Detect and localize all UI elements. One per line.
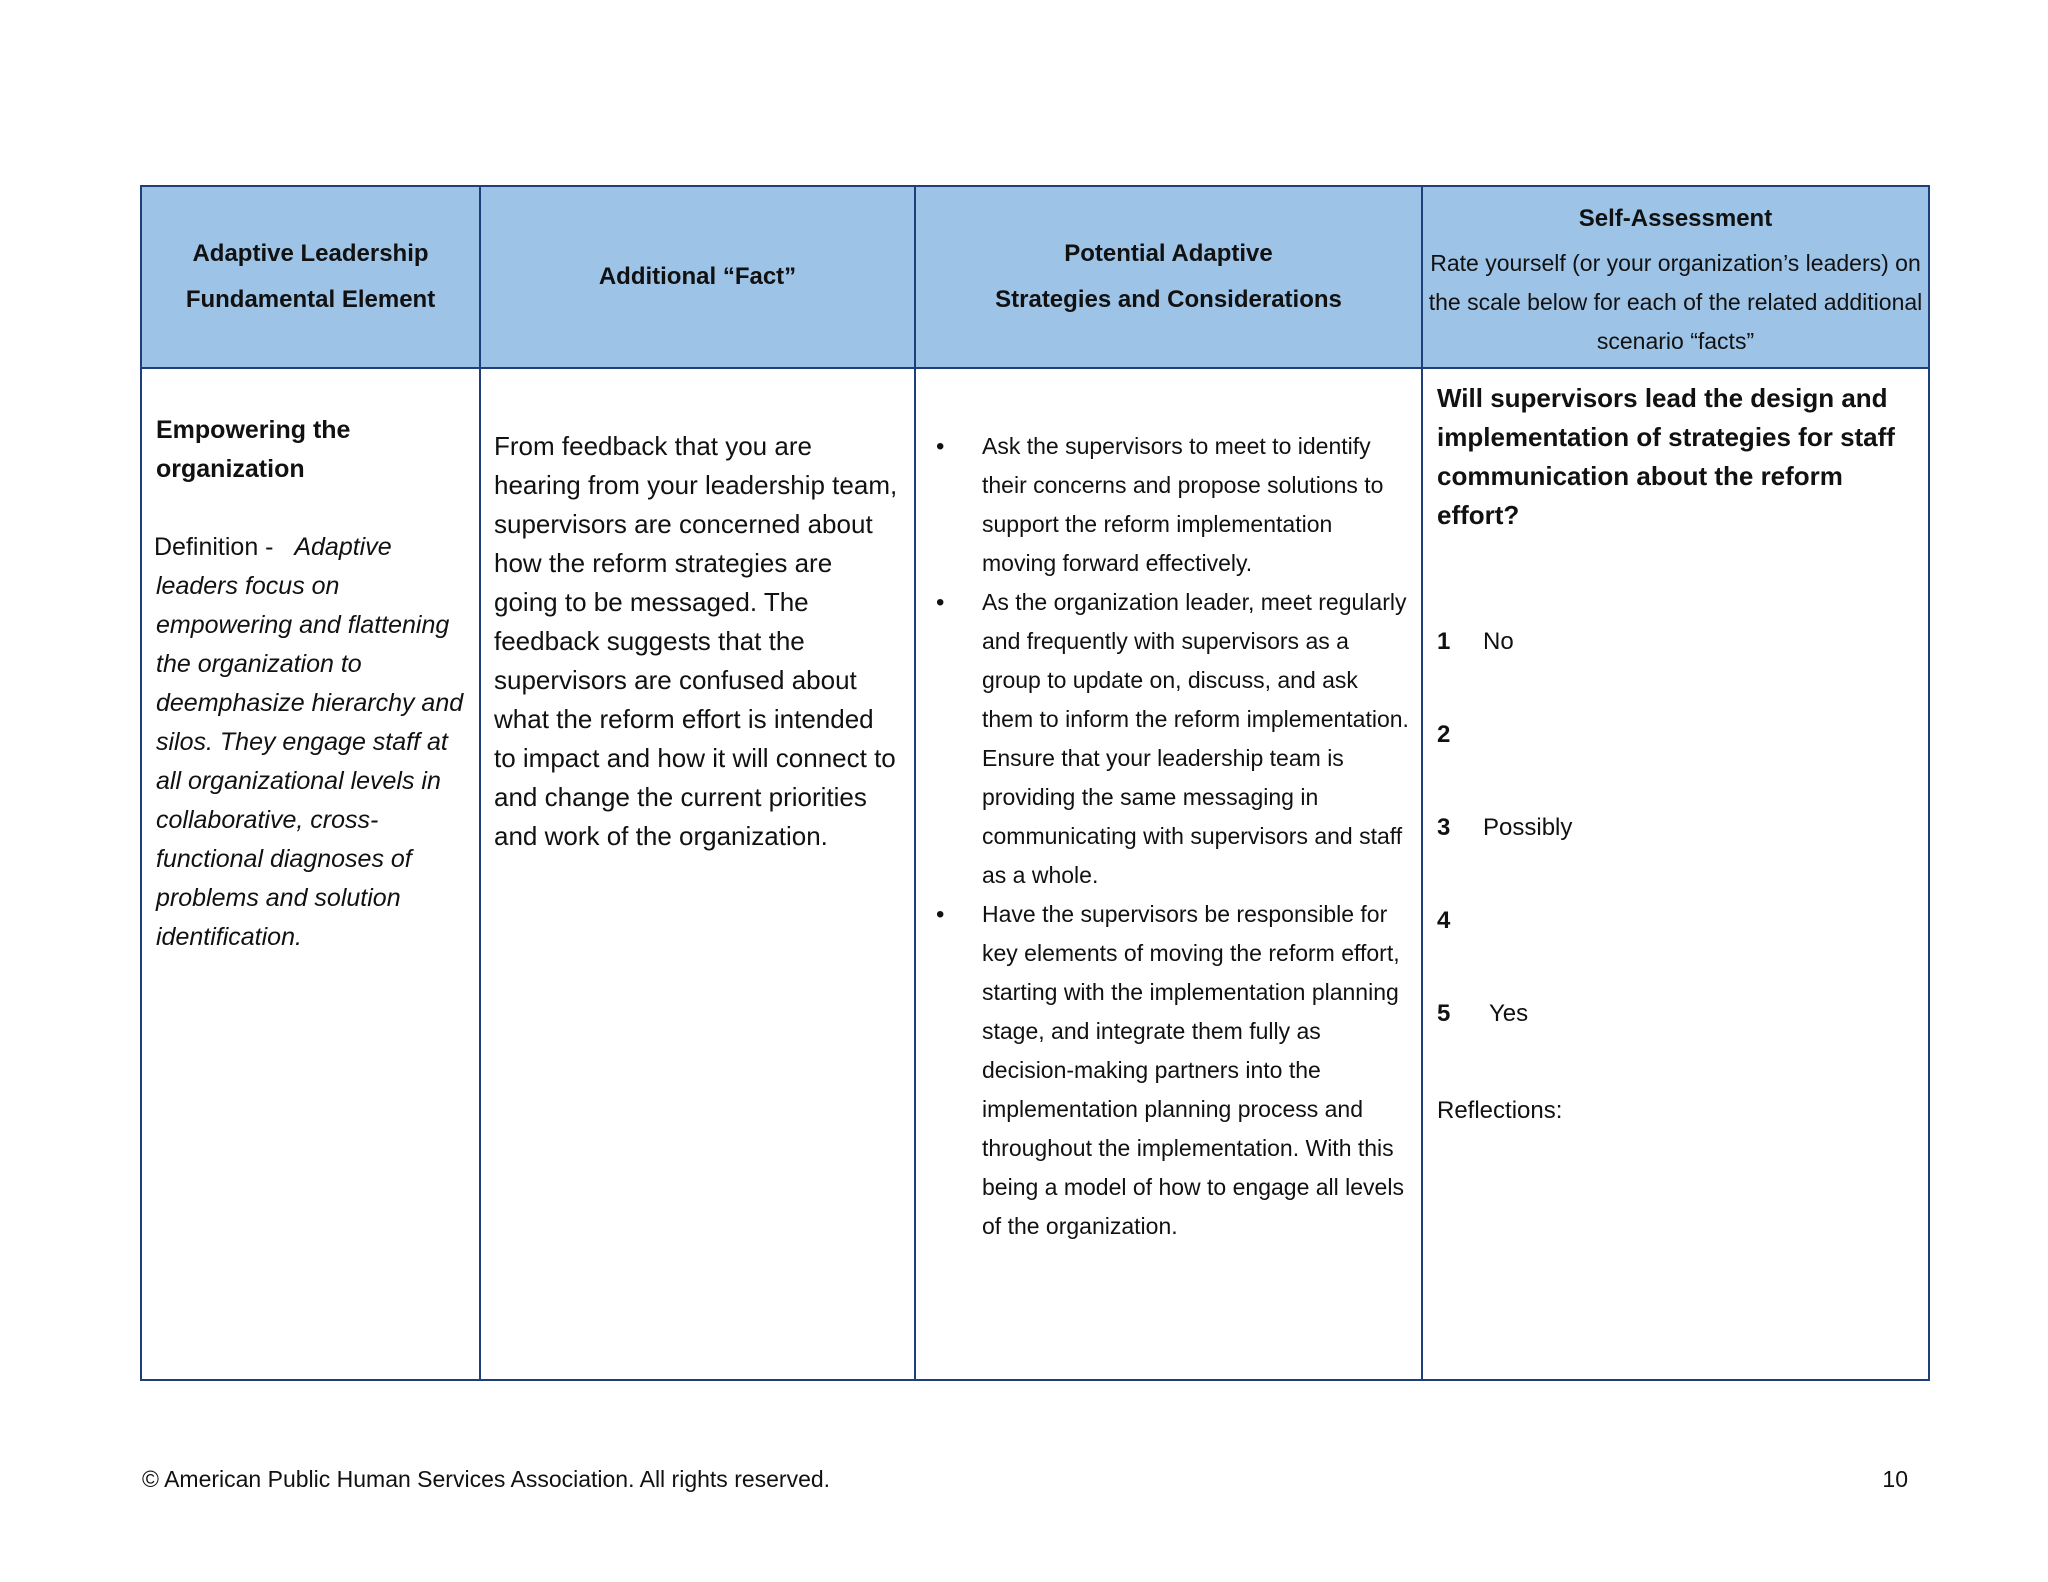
header-self-assessment xyxy=(1422,186,1929,368)
definition-text: Adaptive leaders focus on empowering and flattening the organization to deemphasize hierarchy and silos. They engage staff at all organizational levels in collaborative, cross-functional diagnoses of problems and solution identification. xyxy=(156,533,464,951)
rating-scale xyxy=(1437,627,1916,1092)
rating-option-1[interactable]: 1 No xyxy=(1437,628,1514,655)
strategy-item: • As the organization leader, meet regularly and frequently with supervisors as a group to update on, discuss, and ask them to inform the reform implementation. Ensure that your leadership team is providing the same messaging in communicating with supervisors and staff as a whole. xyxy=(930,583,1411,895)
strategy-item: • Have the supervisors be responsible for key elements of moving the reform effort, starting with the implementation planning stage, and integrate them fully as decision-making partners into the implementation planning process and throughout the implementation. With this being a model of how to engage all levels of the organization. xyxy=(930,895,1411,1246)
header-row xyxy=(141,186,1929,368)
self-assessment-instructions: Rate yourself (or your organization’s leaders) on the scale below for each of the related additional scenario “facts” xyxy=(1428,249,1923,354)
element-definition xyxy=(156,528,467,957)
copyright-footer: © American Public Human Services Association. All rights reserved. xyxy=(142,1466,831,1492)
header-additional-fact: Additional “Fact” xyxy=(480,186,915,368)
assessment-table xyxy=(140,185,1930,1381)
definition-label: Definition - xyxy=(154,533,274,561)
fact-text: From feedback that you are hearing from your leadership team, supervisors are concerned about how the reform strategies are going to be messaged. The feedback suggests that the supervisors are confused about what the reform effort is intended to impact and how it will connect to and change the current priorities and work of the organization. xyxy=(494,431,898,851)
fundamental-element-cell xyxy=(141,368,480,1380)
additional-fact-cell xyxy=(480,368,915,1380)
assessment-question: Will supervisors lead the design and implementation of strategies for staff communication about the reform effort? xyxy=(1437,383,1895,530)
header-fundamental-element: Adaptive Leadership Fundamental Element xyxy=(141,186,480,368)
strategies-cell xyxy=(915,368,1422,1380)
rating-option-4[interactable]: 4 xyxy=(1437,907,1451,934)
self-assessment-cell xyxy=(1422,368,1929,1380)
rating-option-3[interactable]: 3 Possibly xyxy=(1437,814,1573,841)
strategies-list xyxy=(930,427,1411,1246)
rating-option-5[interactable]: 5 Yes xyxy=(1437,1000,1529,1027)
rating-option-2[interactable]: 2 xyxy=(1437,721,1451,748)
header-strategies: Potential Adaptive Strategies and Considerations xyxy=(915,186,1422,368)
self-assessment-title: Self-Assessment xyxy=(1578,204,1773,232)
strategy-item: • Ask the supervisors to meet to identify their concerns and propose solutions to support the reform implementation moving forward effectively. xyxy=(930,427,1411,583)
element-title: Empowering the organization xyxy=(156,416,351,483)
reflections-label: Reflections: xyxy=(1437,1097,1563,1124)
content-row xyxy=(141,368,1929,1380)
page-number: 10 xyxy=(1882,1466,1908,1492)
